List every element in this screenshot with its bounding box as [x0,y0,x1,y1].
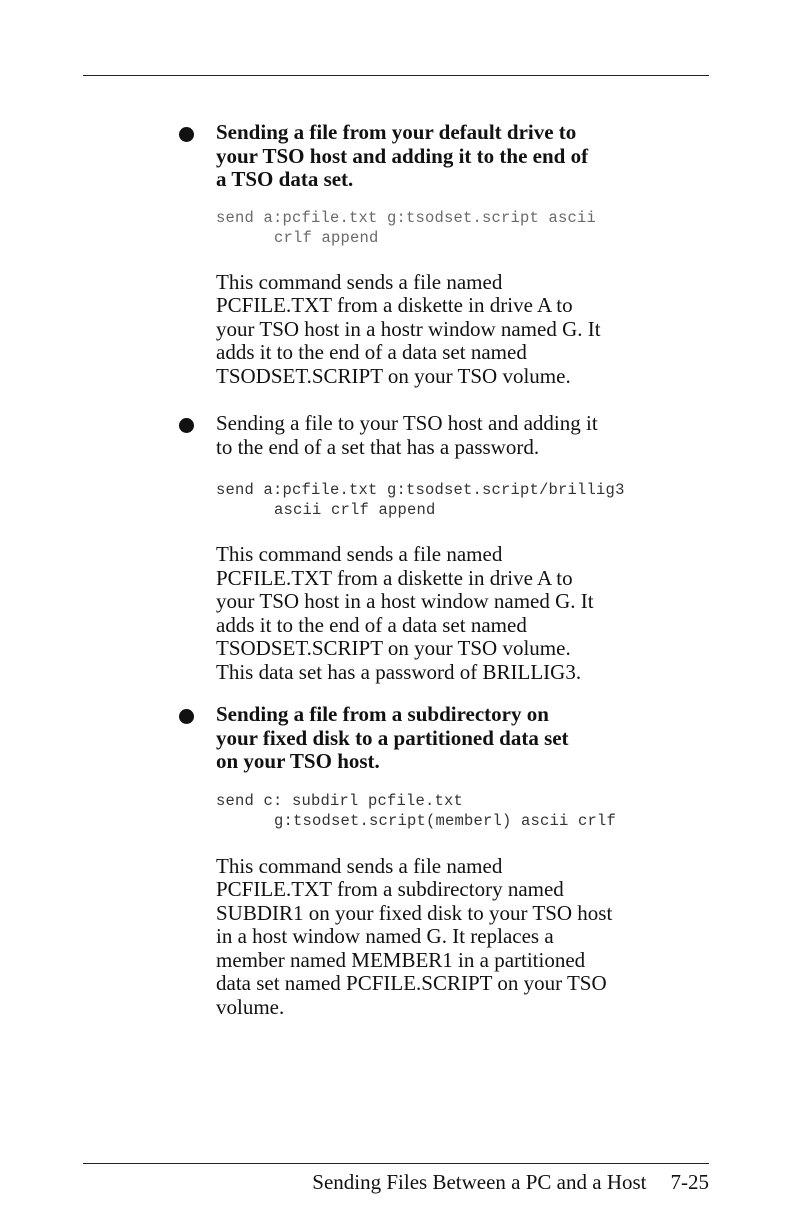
section-heading [216,412,716,459]
code-line: crlf append [274,228,379,247]
heading-line: your fixed disk to a partitioned data set [216,725,569,750]
desc-line: PCFILE.TXT from a subdirectory named [216,877,564,901]
heading-line: Sending a file to your TSO host and adding it [216,411,598,435]
bullet-icon [179,709,194,724]
code-line: send a:pcfile.txt g:tsodset.script ascii [216,208,597,227]
bullet-icon [179,418,194,433]
heading-line: Sending a file from a subdirectory on [216,702,549,726]
section-description [216,855,716,1020]
desc-line: PCFILE.TXT from a diskette in drive A to [216,565,573,590]
section-description [216,543,716,684]
desc-line: your TSO host in a host window named G. It [216,589,594,613]
bullet-icon [179,127,194,142]
footer-title: Sending Files Between a PC and a Host [312,1170,647,1194]
desc-line: This command sends a file named [216,853,503,878]
top-rule [83,75,709,76]
desc-line: This command sends a file named [216,542,503,566]
command-example [216,208,716,248]
section-description [216,271,716,389]
desc-line: This data set has a password of BRILLIG3. [216,659,582,684]
heading-line: your TSO host and adding it to the end of [216,143,589,168]
section-subdirectory [216,703,716,1019]
page-footer [312,1170,709,1194]
desc-line: your TSO host in a hostr window named G. It [216,316,601,341]
desc-line: SUBDIR1 on your fixed disk to your TSO host [216,900,613,925]
page-number: 7-25 [670,1170,709,1194]
heading-line: Sending a file from your default drive to [216,120,577,144]
desc-line: TSODSET.SCRIPT on your TSO volume. [216,636,571,660]
desc-line: adds it to the end of a data set named [216,612,527,637]
section-heading [216,703,716,774]
desc-line: in a host window named G. It replaces a [216,924,554,948]
code-line: ascii crlf append [274,501,436,519]
desc-line: adds it to the end of a data set named [216,340,527,364]
desc-line: TSODSET.SCRIPT on your TSO volume. [216,363,571,388]
code-line: send a:pcfile.txt g:tsodset.script/brillig3 [216,481,625,499]
desc-line: PCFILE.TXT from a diskette in drive A to [216,293,573,317]
code-line: g:tsodset.script(memberl) ascii crlf [274,811,617,830]
desc-line: member named MEMBER1 in a partitioned [216,947,586,972]
section-heading [216,121,716,192]
code-line: send c: subdirl pcfile.txt [216,791,464,810]
footer-rule [83,1163,709,1164]
desc-line: data set named PCFILE.SCRIPT on your TSO [216,971,607,995]
desc-line: This command sends a file named [216,269,503,294]
section-default-drive [216,121,716,388]
section-password-dataset [216,412,716,684]
command-example [216,791,716,831]
heading-line: a TSO data set. [216,167,354,191]
heading-line: to the end of a set that has a password. [216,434,540,459]
command-example [216,480,716,520]
heading-line: on your TSO host. [216,749,380,773]
desc-line: volume. [216,994,285,1019]
